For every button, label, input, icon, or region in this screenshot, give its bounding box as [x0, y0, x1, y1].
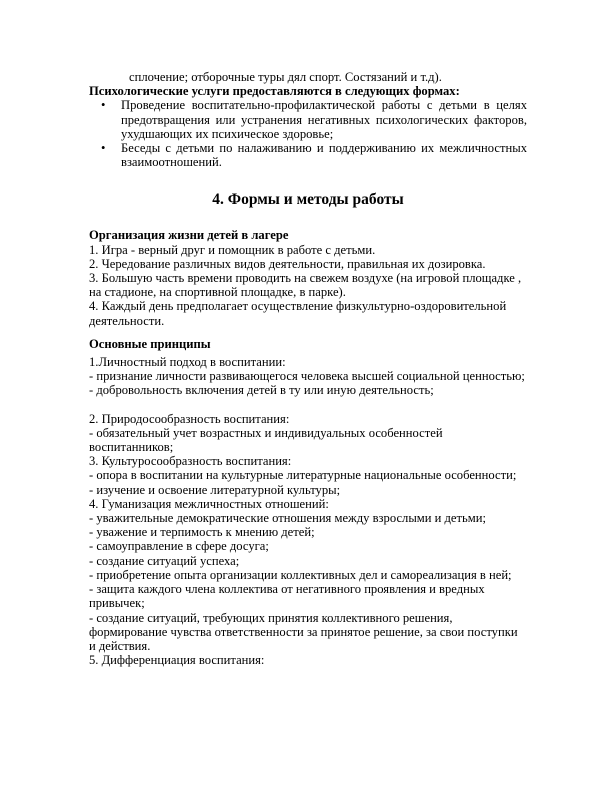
document-page	[89, 70, 527, 667]
principle-line: - изучение и освоение литературной культуры;	[89, 482, 341, 497]
principle-line: - создание ситуаций, требующих принятия коллективного решения, формирование чувства ответственности за принятое решение, за свои поступки и действия.	[89, 610, 518, 653]
principle-line: - защита каждого члена коллектива от негативного проявления и вредных привычек;	[89, 582, 485, 611]
org-title: Организация жизни детей в лагере	[89, 228, 289, 243]
principle-line: - обязательный учет возрастных и индивидуальных особенностей воспитанников;	[89, 425, 443, 455]
principle-line: - признание личности развивающегося человека высшей социальной ценностью;	[89, 369, 525, 384]
bullet-icon: •	[101, 141, 106, 156]
principle-line: - уважение и терпимость к мнению детей;	[89, 525, 315, 540]
principle-line: - опора в воспитании на культурные литературные национальные особенности;	[89, 468, 517, 483]
services-list	[89, 98, 527, 169]
principle-line: 4. Гуманизация межличностных отношений:	[89, 496, 329, 511]
principle-line: 5. Дифференциация воспитания:	[89, 653, 265, 668]
principle-line: - создание ситуаций успеха;	[89, 553, 240, 568]
principle-line: - уважительные демократические отношения между взрослыми и детьми;	[89, 511, 486, 526]
org-item: 2. Чередование различных видов деятельности, правильная их дозировка.	[89, 256, 486, 271]
bullet-icon: •	[101, 98, 106, 113]
principle-line: 2. Природосообразность воспитания:	[89, 411, 290, 426]
principle-line: 1.Личностный подход в воспитании:	[89, 355, 286, 370]
list-item: • Беседы с детьми по налаживанию и поддерживанию их межличностных взаимоотношений.	[101, 141, 527, 170]
list-item: • Проведение воспитательно-профилактической работы с детьми в целях предотвращения или устранения негативных психологических факторов, ухудшающих их психическое здоровье;	[101, 98, 527, 141]
principle-line: - приобретение опыта организации коллективных дел и самореализация в ней;	[89, 567, 512, 582]
services-heading: Психологические услуги предоставляются в следующих формах:	[89, 84, 460, 99]
continued-line: сплочение; отборочные туры дял спорт. Состязаний и т.д).	[129, 70, 442, 84]
section-title: 4. Формы и методы работы	[212, 191, 404, 209]
principle-line: - самоуправление в сфере досуга;	[89, 539, 269, 554]
principles-title: Основные принципы	[89, 336, 211, 351]
org-item: 3. Большую часть времени проводить на свежем воздухе (на игровой площадке , на стадионе, на спортивной площадке, в парке).	[89, 271, 522, 300]
principle-line: - добровольность включения детей в ту или иную деятельность;	[89, 383, 434, 398]
org-item: 1. Игра - верный друг и помощник в работе с детьми.	[89, 242, 376, 257]
principle-line: 3. Культуросообразность воспитания:	[89, 454, 292, 469]
org-item: 4. Каждый день предполагает осуществление физкультурно-оздоровительной деятельности.	[89, 299, 507, 328]
